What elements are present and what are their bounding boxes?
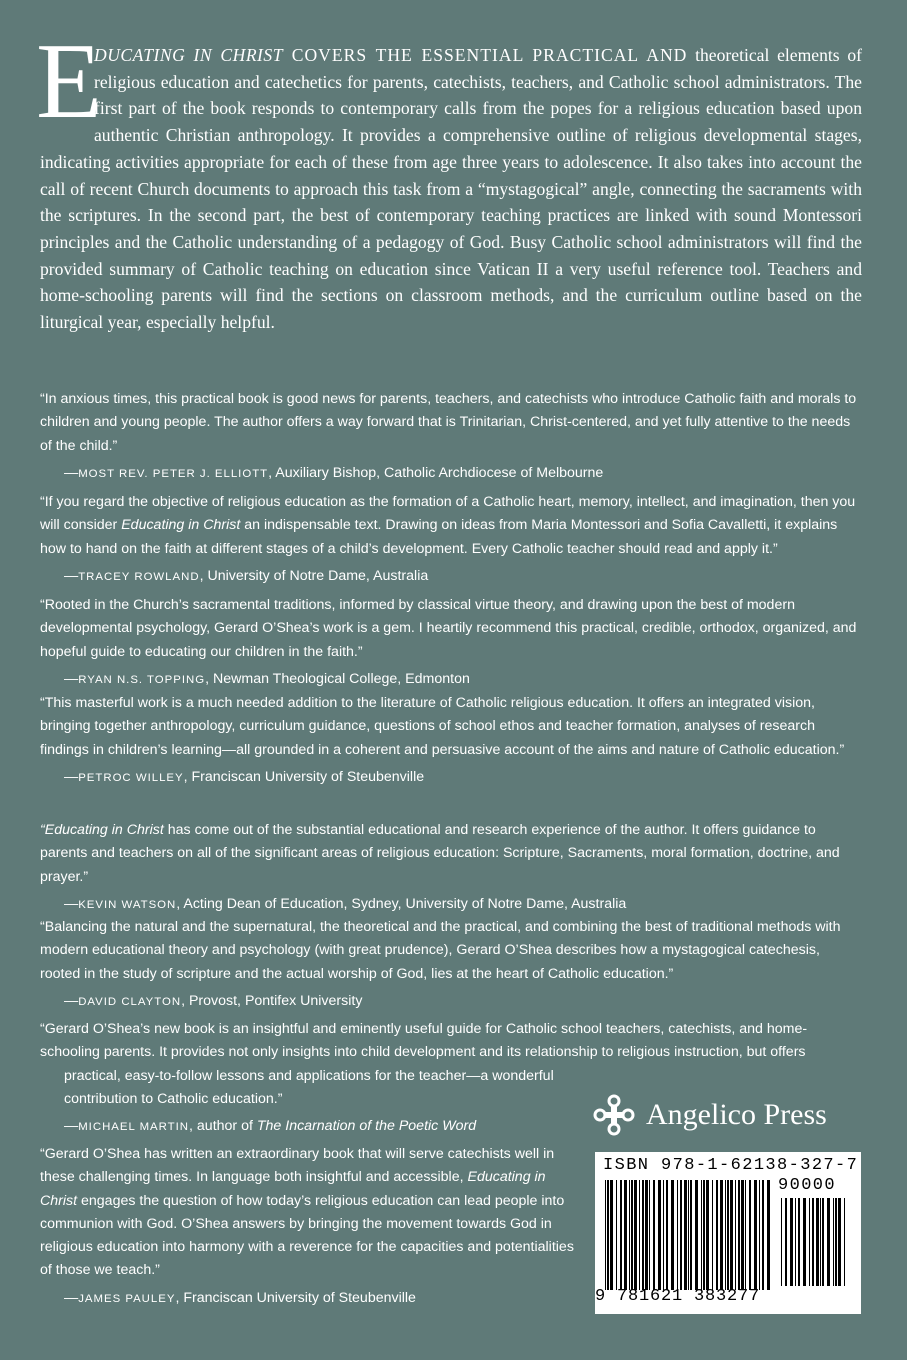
barcode-bar [616, 1180, 617, 1290]
endorsement [40, 491, 862, 589]
barcode-bar [767, 1180, 770, 1290]
endorser-name: RYAN N.S. TOPPING [78, 673, 206, 686]
barcode-bar [785, 1198, 787, 1286]
endorsement [40, 692, 862, 790]
barcode-bar [610, 1180, 613, 1290]
publisher-logo [592, 1090, 868, 1140]
barcode-bar [680, 1180, 682, 1290]
barcode-bar [812, 1198, 814, 1286]
endorsement-text: “In anxious times, this practical book is good news for parents, teachers, and catechists who introduce Catholic faith and morals to children and young people. The author offers a way forward that is Trinitarian, Christ-centered, and yet fully attentive to the needs of the child.” [40, 391, 857, 454]
barcode-bar [749, 1180, 751, 1290]
barcode-bar [754, 1180, 757, 1290]
barcode-bar [645, 1180, 648, 1290]
barcode-bar [741, 1180, 744, 1290]
endorser-name: TRACEY ROWLAND [78, 570, 200, 583]
barcode-bar [677, 1180, 678, 1290]
endorser-name: DAVID CLAYTON [78, 995, 182, 1008]
barcode-bar [838, 1198, 841, 1286]
barcode-bar [798, 1198, 800, 1286]
endorsement-text: “Balancing the natural and the supernatural, the theoretical and the practical, and combining the best of traditional methods with modern educational theory and psychology (with great prudence), Gerard O’Shea describes how a mystagogical catechesis, rooted in the study of scripture and the actual worship of God, lies at the heart of Catholic education.” [40, 919, 841, 982]
endorsement-text: “Educating in Christ has come out of the substantial educational and research experience of the author. It offers guidance to parents and teachers on all of the significant areas of religious education: Scripture, Sacraments, moral formation, doctrine, and prayer.” [40, 822, 840, 885]
endorsement-text: “Rooted in the Church’s sacramental traditions, informed by classical virtue theory, and drawing upon the best of modern developmental psychology, Gerard O’Shea’s work is a gem. I heartily recommend this practical, credible, orthodox, organized, and hopeful guide to educating our children in the faith.” [40, 597, 857, 660]
endorser-name: MOST REV. PETER J. ELLIOTT [78, 467, 269, 480]
barcode-bar [639, 1180, 640, 1290]
intro-paragraph [36, 22, 862, 336]
endorsement [40, 1143, 580, 1311]
endorsement-text: “If you regard the objective of religious education as the formation of a Catholic heart, memory, intellect, and imagination, then you will consider Educating in Christ an indispensable text. Drawing on ideas from Maria Montessori and Sofia Cavalletti, it explains how to hand on the faith at different stages of a child’s development. Every Catholic teacher should read and apply it.” [40, 494, 856, 557]
ean-digits: 9 781621 383277 [595, 1287, 761, 1306]
endorser-name: PETROC WILLEY [78, 771, 184, 784]
barcode-bar [790, 1198, 793, 1286]
barcode-bar [712, 1180, 713, 1290]
endorsement-attribution: —JAMES PAULEY, Franciscan University of Steubenville [64, 1289, 416, 1306]
endorsement-attribution: —DAVID CLAYTON, Provost, Pontifex University [64, 992, 363, 1009]
barcode-bar [671, 1180, 674, 1290]
barcode-bar [706, 1180, 709, 1290]
isbn-barcode [595, 1152, 861, 1314]
endorsement-attribution: —TRACEY ROWLAND, University of Notre Dame, Australia [64, 567, 429, 584]
intro-lead: COVERS THE ESSENTIAL PRACTICAL AND [283, 45, 688, 65]
barcode-bar [690, 1180, 692, 1290]
barcode-bar [795, 1198, 796, 1286]
endorsement-attribution: —MOST REV. PETER J. ELLIOTT, Auxiliary Bishop, Catholic Archdiocese of Melbourne [64, 464, 604, 481]
barcode-bar [666, 1180, 668, 1290]
barcode-bar [844, 1198, 845, 1286]
barcode-bar [663, 1180, 664, 1290]
barcode-bar [634, 1180, 637, 1290]
isbn-number: ISBN 978-1-62138-327-7 [603, 1156, 859, 1175]
drop-cap: E [36, 22, 102, 141]
barcode-bar [624, 1180, 627, 1290]
barcode-bar [631, 1180, 633, 1290]
barcode-bar [653, 1180, 655, 1290]
barcode-bar [703, 1180, 705, 1290]
endorsement [40, 388, 862, 486]
barcode-bar [629, 1180, 630, 1290]
barcode-bar [745, 1180, 746, 1290]
barcode-bar [735, 1180, 736, 1290]
endorser-name: KEVIN WATSON [78, 898, 177, 911]
endorsement-attribution: —KEVIN WATSON, Acting Dean of Education, Sydney, University of Notre Dame, Australia [64, 895, 627, 912]
endorsement [40, 594, 862, 692]
barcode-bar [820, 1198, 821, 1286]
barcode-bar [822, 1198, 824, 1286]
barcode-bar [607, 1180, 609, 1290]
barcode-bar [781, 1198, 782, 1286]
barcode-bar [833, 1198, 834, 1286]
barcode-bar [649, 1180, 650, 1290]
price-code: 90000 [778, 1176, 837, 1195]
barcode-bar [727, 1180, 729, 1290]
endorsement-attribution: —MICHAEL MARTIN, author of The Incarnation of the Poetic Word [64, 1118, 477, 1135]
barcode-bar [701, 1180, 702, 1290]
barcode-bar [725, 1180, 726, 1290]
barcode-bar [738, 1180, 740, 1290]
barcode-bar [730, 1180, 733, 1290]
barcode-bar [688, 1180, 689, 1290]
endorsement-attribution: —RYAN N.S. TOPPING, Newman Theological College, Edmonton [64, 670, 470, 687]
intro-body: theoretical elements of religious education and catechetics for parents, catechists, teachers, and Catholic school administrators. The first part of the book responds to contemporary calls from the popes for a religious education based upon authentic Christian anthropology. It provides a comprehensive outline of religious developmental stages, indicating activities appropriate for each of these from age three years to adolescence. It also takes into account the call of recent Church documents to approach this task from a “mystagogical” angle, connecting the sacraments with the scriptures. In the second part, the best of contemporary teaching practices are linked with sound Montessori principles and the Catholic understanding of a pedagogy of God. Busy Catholic school administrators will find the provided summary of Catholic teaching on education since Vatican II a very useful reference tool. Teachers and home-schooling parents will find the sections on classroom methods, and the curriculum outline based on the liturgical year, especially helpful. [40, 45, 862, 333]
barcode-bar [803, 1198, 806, 1286]
barcode-bar [658, 1180, 661, 1290]
barcode-bar [759, 1180, 760, 1290]
barcode-bar [716, 1180, 718, 1290]
endorser-name: JAMES PAULEY [78, 1292, 176, 1305]
endorsement-text: “Gerard O’Shea has written an extraordinary book that will serve catechists well in these challenging times. In language both insightful and accessible, Educating in Christ engages the question of how today’s religious education can lead people into communion with God. O’Shea answers by bringing the movement towards God in religious education into harmony with a reverence for the capacities and potentialities of those we teach.” [40, 1146, 574, 1279]
price-bars [781, 1198, 851, 1290]
endorsement [40, 819, 862, 917]
barcode-bar [762, 1180, 764, 1290]
publisher-name: Angelico Press [646, 1098, 827, 1131]
barcode-bar [809, 1198, 810, 1286]
barcode-bar [642, 1180, 644, 1290]
endorsement-text-continued: practical, easy-to-follow lessons and applications for the teacher—a wonderful contribution to Catholic education.” [64, 1067, 554, 1107]
barcode-bar [827, 1198, 830, 1286]
barcode-bar [620, 1180, 622, 1290]
barcode-bar [605, 1180, 606, 1290]
barcode-bar [695, 1180, 698, 1290]
endorsement-text: “Gerard O’Shea’s new book is an insightful and eminently useful guide for Catholic school teachers, catechists, and home-schooling parents. It provides not only insights into child development and its relationship to religious instruction, but offers [40, 1021, 808, 1061]
barcode-bar [684, 1180, 687, 1290]
endorser-name: MICHAEL MARTIN [78, 1121, 190, 1134]
endorsement-attribution: —PETROC WILLEY, Franciscan University of Steubenville [64, 768, 425, 785]
barcode-bar [720, 1180, 723, 1290]
endorsement-text: “This masterful work is a much needed addition to the literature of Catholic religious education. It offers an integrated vision, bringing together anthropology, curriculum guidance, questions of school ethos and teacher formation, analyses of research findings in children’s learning—all grounded in a coherent and persuasive account of the aims and nature of Catholic education.” [40, 695, 845, 758]
cross-icon [592, 1093, 636, 1137]
ean-bars [605, 1180, 773, 1290]
barcode-bar [816, 1198, 819, 1286]
barcode-bar [835, 1198, 837, 1286]
book-title-caps: DUCATING IN CHRIST [94, 45, 284, 65]
endorsement [40, 916, 862, 1014]
